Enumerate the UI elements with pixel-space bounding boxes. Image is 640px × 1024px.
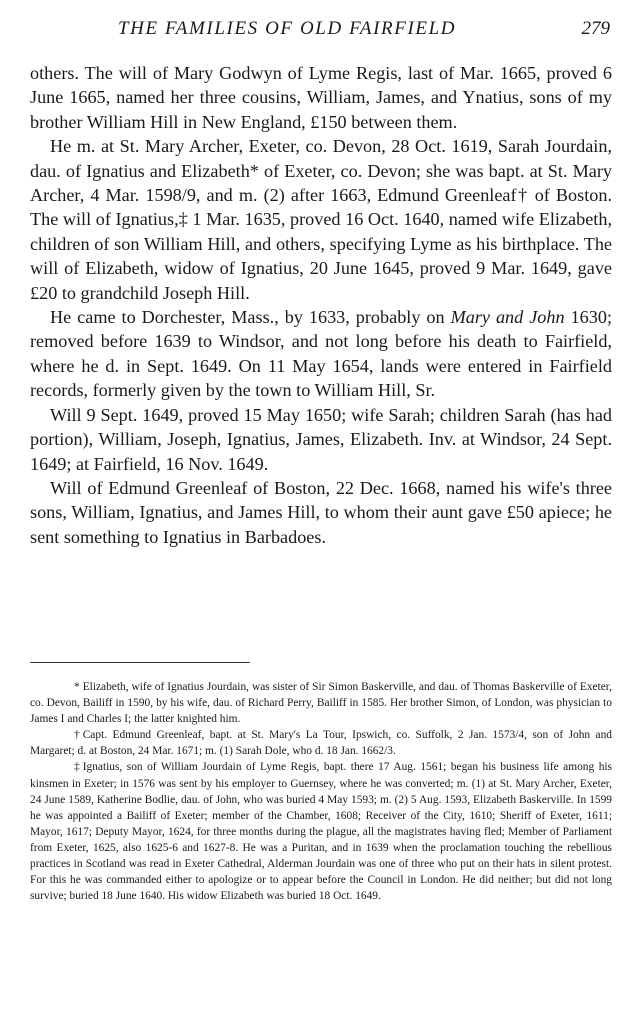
- page-number: 279: [581, 18, 610, 39]
- paragraph-migration-start: He came to Dorchester, Mass., by 1633, probably on: [50, 307, 451, 328]
- main-text: [30, 61, 612, 549]
- footnote-divider: [30, 662, 250, 663]
- page-header: [28, 18, 612, 44]
- footnote-text: Ignatius, son of William Jourdain of Lyme Regis, bapt. there 17 Aug. 1561; began his business life among his kinsmen in Exeter; in 1576 was sent by his employer to Guernsey, where he was converted; m. (1) at St. Mary Archer, Exeter, 24 June 1589, Katherine Bodlie, dau. of John, who was buried 4 May 1593; m. (2) 5 Aug. 1593, Elizabeth Baskerville. In 1599 he was appointed a Bailiff of Exeter; member of the Chamber, 1608; Receiver of the City, 1610; Sheriff of Exeter, 1611; Mayor, 1617; Deputy Mayor, 1624, for three months during the plague, all the magistrates having fled; Member of Parliament from Exeter, 1625, also 1625-6 and 1627-8. He was a Puritan, and in 1639 when the proclamation touching the rebellious practices in Scotland was read in Exeter Cathedral, Alderman Jourdain was one of three who put on their hats in silent protest. For this he was commanded either to apologize or to appear before the Council in London. He did neither; but did not long survive; buried 18 June 1640. His widow Elizabeth was buried 18 Oct. 1649.: [30, 761, 612, 903]
- footnote-text: Capt. Edmund Greenleaf, bapt. at St. Mary's La Tour, Ipswich, co. Suffolk, 2 Jan. 1573/4, son of John and Margaret; d. at Boston, 24 Mar. 1671; m. (1) Sarah Dole, who d. 18 Jan. 1662/3.: [30, 729, 612, 758]
- running-title: THE FAMILIES OF OLD FAIRFIELD: [118, 18, 457, 39]
- footnote-greenleaf: [30, 727, 612, 759]
- paragraph-will: Will 9 Sept. 1649, proved 15 May 1650; wife Sarah; children Sarah (has had portion), William, Joseph, Ignatius, James, Elizabeth. Inv. at Windsor, 24 Sept. 1649; at Fairfield, 16 Nov. 1649.: [30, 404, 612, 474]
- footnote-elizabeth: [30, 679, 612, 727]
- footnote-mark: †: [74, 729, 80, 742]
- footnote-ignatius: [30, 759, 612, 904]
- paragraph-marriage: He m. at St. Mary Archer, Exeter, co. Devon, 28 Oct. 1619, Sarah Jourdain, dau. of Ignatius and Elizabeth* of Exeter, co. Devon; she was bapt. at St. Mary Archer, 4 Mar. 1598/9, and m. (2) after 1663, Edmund Greenleaf† of Boston. The will of Ignatius,‡ 1 Mar. 1635, proved 16 Oct. 1640, named wife Elizabeth, children of son William Hill, and others, specifying Lyme as his birthplace. The will of Elizabeth, widow of Ignatius, 20 June 1645, proved 9 Mar. 1649, gave £20 to grandchild Joseph Hill.: [30, 136, 612, 303]
- paragraph-greenleaf-will: Will of Edmund Greenleaf of Boston, 22 Dec. 1668, named his wife's three sons, William, Ignatius, and James Hill, to whom their aunt gave £50 apiece; he sent something to Ignatius in Barbadoes.: [30, 477, 612, 547]
- footnotes: [30, 679, 612, 904]
- footnote-text: Elizabeth, wife of Ignatius Jourdain, was sister of Sir Simon Baskerville, and dau. of Thomas Baskerville of Exeter, co. Devon, Bailiff in 1590, by his wife, dau. of Richard Perry, Bailiff in 1585. Her brother Simon, of London, was physician to James I and Charles I; the latter knighted him.: [30, 681, 612, 726]
- paragraph-migration: [30, 305, 612, 403]
- footnote-mark: ‡: [74, 761, 80, 774]
- paragraph-migration-end: 1630; removed before 1639 to Windsor, and not long before his death to Fairfield, where he d. in Sept. 1649. On 11 May 1654, lands were entered in Fairfield records, formerly given by the town to William Hill, Sr.: [30, 307, 613, 401]
- paragraph-continued: others. The will of Mary Godwyn of Lyme Regis, last of Mar. 1665, proved 6 June 1665, named her three cousins, William, James, and Ynatius, sons of my brother William Hill in New England, £150 between them.: [30, 63, 612, 132]
- footnote-mark: *: [74, 681, 80, 693]
- ship-name: Mary and John: [450, 307, 565, 328]
